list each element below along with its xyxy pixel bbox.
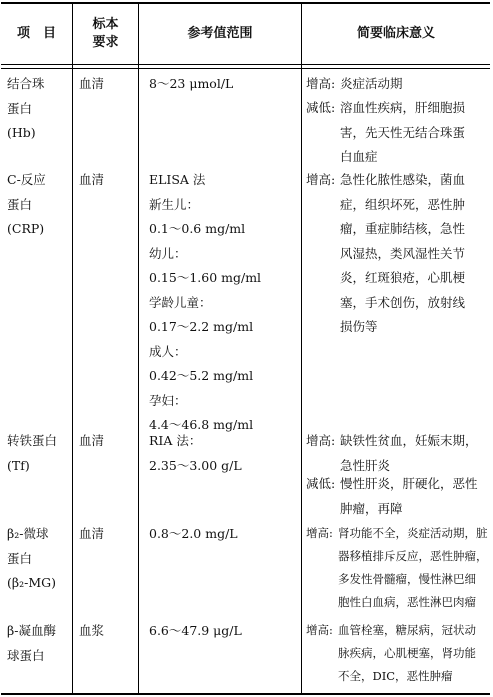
row-reference: RIA 法： 2.35～3.00 g/L	[149, 433, 242, 473]
row-reference: 0.8～2.0 mg/L	[149, 526, 238, 541]
row-specimen: 血浆	[79, 623, 105, 638]
table-bottom-rule	[1, 693, 490, 695]
header-reference: 参考值范围	[187, 26, 253, 41]
column-divider-1	[72, 2, 73, 695]
header-specimen: 标本 要求	[92, 17, 119, 50]
column-divider-2	[138, 2, 139, 695]
effect-decrease: 减低: 溶血性疾病，肝细胞损 害，先天性无结合珠蛋 白血症	[306, 100, 466, 164]
row-specimen: 血清	[79, 172, 105, 187]
row-name: C-反应 蛋白 (CRP)	[7, 172, 46, 236]
row-name: 转铁蛋白 (Tf)	[7, 433, 58, 473]
row-specimen: 血清	[79, 76, 105, 91]
effect-increase: 增高: 急性化脓性感染，菌血 症，组织坏死，恶性肿 瘤，重症肺结核，急性 风湿热，类风湿性关节 炎，红斑狼疮，心肌梗 塞，手术创伤，放射线 损伤等	[306, 172, 466, 334]
row-name: β₂-微球 蛋白 (β₂-MG)	[7, 526, 56, 590]
effect-decrease: 减低: 慢性肝炎，肝硬化，恶性 肿瘤，再障	[306, 476, 478, 516]
row-reference: ELISA 法 新生儿： 0.1～0.6 mg/ml 幼儿： 0.15～1.60 mg/ml 学龄儿童： 0.17～2.2 mg/ml 成人： 0.42～5.2 mg/ml 孕妇： 4.4～46.8 mg/ml	[149, 172, 262, 432]
effect-increase: 增高: 炎症活动期	[306, 76, 403, 91]
row-specimen: 血清	[79, 433, 105, 448]
row-specimen: 血清	[79, 526, 105, 541]
column-divider-3	[301, 2, 302, 695]
row-name: 结合珠 蛋白 (Hb)	[7, 76, 45, 140]
effect-increase: 增高: 缺铁性贫血，妊娠末期， 急性肝炎	[306, 433, 478, 473]
row-name: β-凝血酶 球蛋白	[7, 623, 56, 663]
effect-increase: 增高: 肾功能不全，炎症活动期，脏 器移植排斥反应，恶性肿瘤， 多发性骨髓瘤，慢性淋巴细 胞性白血病，恶性淋巴肉瘤	[306, 526, 488, 609]
reference-table	[1, 2, 490, 695]
header-significance: 简要临床意义	[356, 26, 435, 41]
header-bottom-rule-2	[1, 68, 490, 69]
header-bottom-rule	[1, 64, 490, 65]
row-reference: 6.6～47.9 μg/L	[149, 623, 242, 638]
effect-increase: 增高: 血管栓塞，糖尿病，冠状动 脉疾病，心肌梗塞，肾功能 不全，DIC，恶性肿瘤	[306, 623, 476, 683]
row-reference: 8～23 μmol/L	[149, 76, 234, 91]
header-item: 项 目	[16, 26, 56, 41]
